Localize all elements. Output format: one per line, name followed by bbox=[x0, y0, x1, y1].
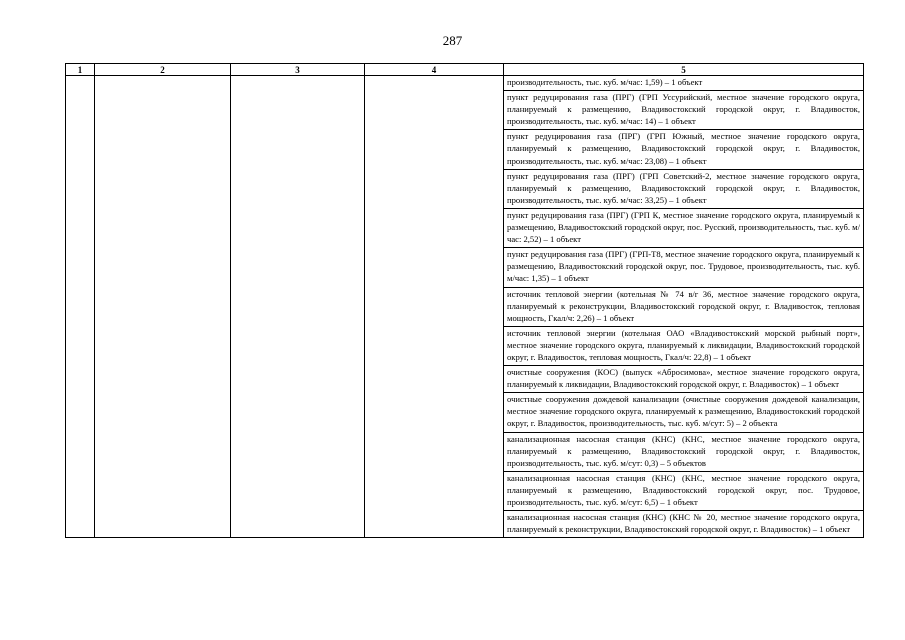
object-entry: канализационная насосная станция (КНС) (КНС, местное значение городского округа, планируемый к размещению, Владивостокский городской округ, пос. Трудовое, производительность, тыс. куб. м/сут: 6,5) – 1 объект bbox=[504, 472, 863, 511]
object-entry: очистные сооружения дождевой канализации (очистные сооружения дождевой канализации, местное значение городского округа, планируемый к размещению, Владивостокский городской округ, г. Владивосток, производительность, тыс. куб. м/сут: 5) – 2 объекта bbox=[504, 393, 863, 432]
page-number: 287 bbox=[442, 33, 463, 48]
column-header-2: 2 bbox=[95, 64, 231, 76]
column-header-4: 4 bbox=[365, 64, 504, 76]
object-entry: производительность, тыс. куб. м/час: 1,59) – 1 объект bbox=[504, 76, 863, 91]
column-header-3: 3 bbox=[231, 64, 365, 76]
cell-col-3 bbox=[231, 76, 365, 538]
object-entry: пункт редуцирования газа (ПРГ) (ГРП К, местное значение городского округа, планируемый к размещению, Владивостокский городской округ, пос. Русский, производительность, тыс. куб. м/час: 2,52) – 1 объект bbox=[504, 209, 863, 248]
object-entry: источник тепловой энергии (котельная № 74 в/г 36, местное значение городского округа, планируемый к реконструкции, Владивостокский городской округ, г. Владивосток, тепловая мощность, Гкал/ч: 2,26) – 1 объект bbox=[504, 288, 863, 327]
column-header-5: 5 bbox=[504, 64, 864, 76]
object-entry: канализационная насосная станция (КНС) (КНС № 20, местное значение городского округа, планируемый к реконструкции, Владивостокский городской округ, г. Владивосток) – 1 объект bbox=[507, 512, 860, 535]
object-entry: пункт редуцирования газа (ПРГ) (ГРП Советский-2, местное значение городского округа, планируемый к размещению, Владивостокский городской округ, г. Владивосток, производительность, тыс. куб. м/час: 33,25) – 1 объект bbox=[504, 170, 863, 209]
object-entry: источник тепловой энергии (котельная ОАО «Владивостокский морской рыбный порт», местное значение городского округа, планируемый к ликвидации, Владивостокский городской округ, г. Владивосток, тепловая мощность, Гкал/ч: 22,8) – 1 объект bbox=[504, 327, 863, 366]
planning-objects-table bbox=[65, 63, 864, 538]
object-entry: пункт редуцирования газа (ПРГ) (ГРП Южный, местное значение городского округа, планируемый к размещению, Владивостокский городской округ, г. Владивосток, производительность, тыс. куб. м/час: 23,08) – 1 объект bbox=[504, 130, 863, 169]
object-entry: пункт редуцирования газа (ПРГ) (ГРП-Т8, местное значение городского округа, планируемый к размещению, Владивостокский городской округ, пос. Трудовое, производительность, тыс. куб. м/час: 1,35) – 1 объект bbox=[504, 248, 863, 287]
object-entry: очистные сооружения (КОС) (выпуск «Абросимова», местное значение городского округа, планируемый к ликвидации, Владивостокский городской округ, г. Владивосток) – 1 объект bbox=[504, 366, 863, 393]
cell-col-1 bbox=[66, 76, 95, 538]
table-row bbox=[66, 76, 864, 538]
object-entry: пункт редуцирования газа (ПРГ) (ГРП Уссурийский, местное значение городского округа, планируемый к размещению, Владивостокский городской округ, г. Владивосток, производительность, тыс. куб. м/час: 14) – 1 объект bbox=[504, 91, 863, 130]
cell-col-2 bbox=[95, 76, 231, 538]
cell-col-4 bbox=[365, 76, 504, 538]
table-header-row bbox=[66, 64, 864, 76]
column-header-1: 1 bbox=[66, 64, 95, 76]
object-entry: канализационная насосная станция (КНС) (КНС, местное значение городского округа, планируемый к размещению, Владивостокский городской округ, г. Владивосток, производительность, тыс. куб. м/сут: 0,3) – 5 объектов bbox=[504, 433, 863, 472]
cell-col-5 bbox=[504, 76, 864, 538]
